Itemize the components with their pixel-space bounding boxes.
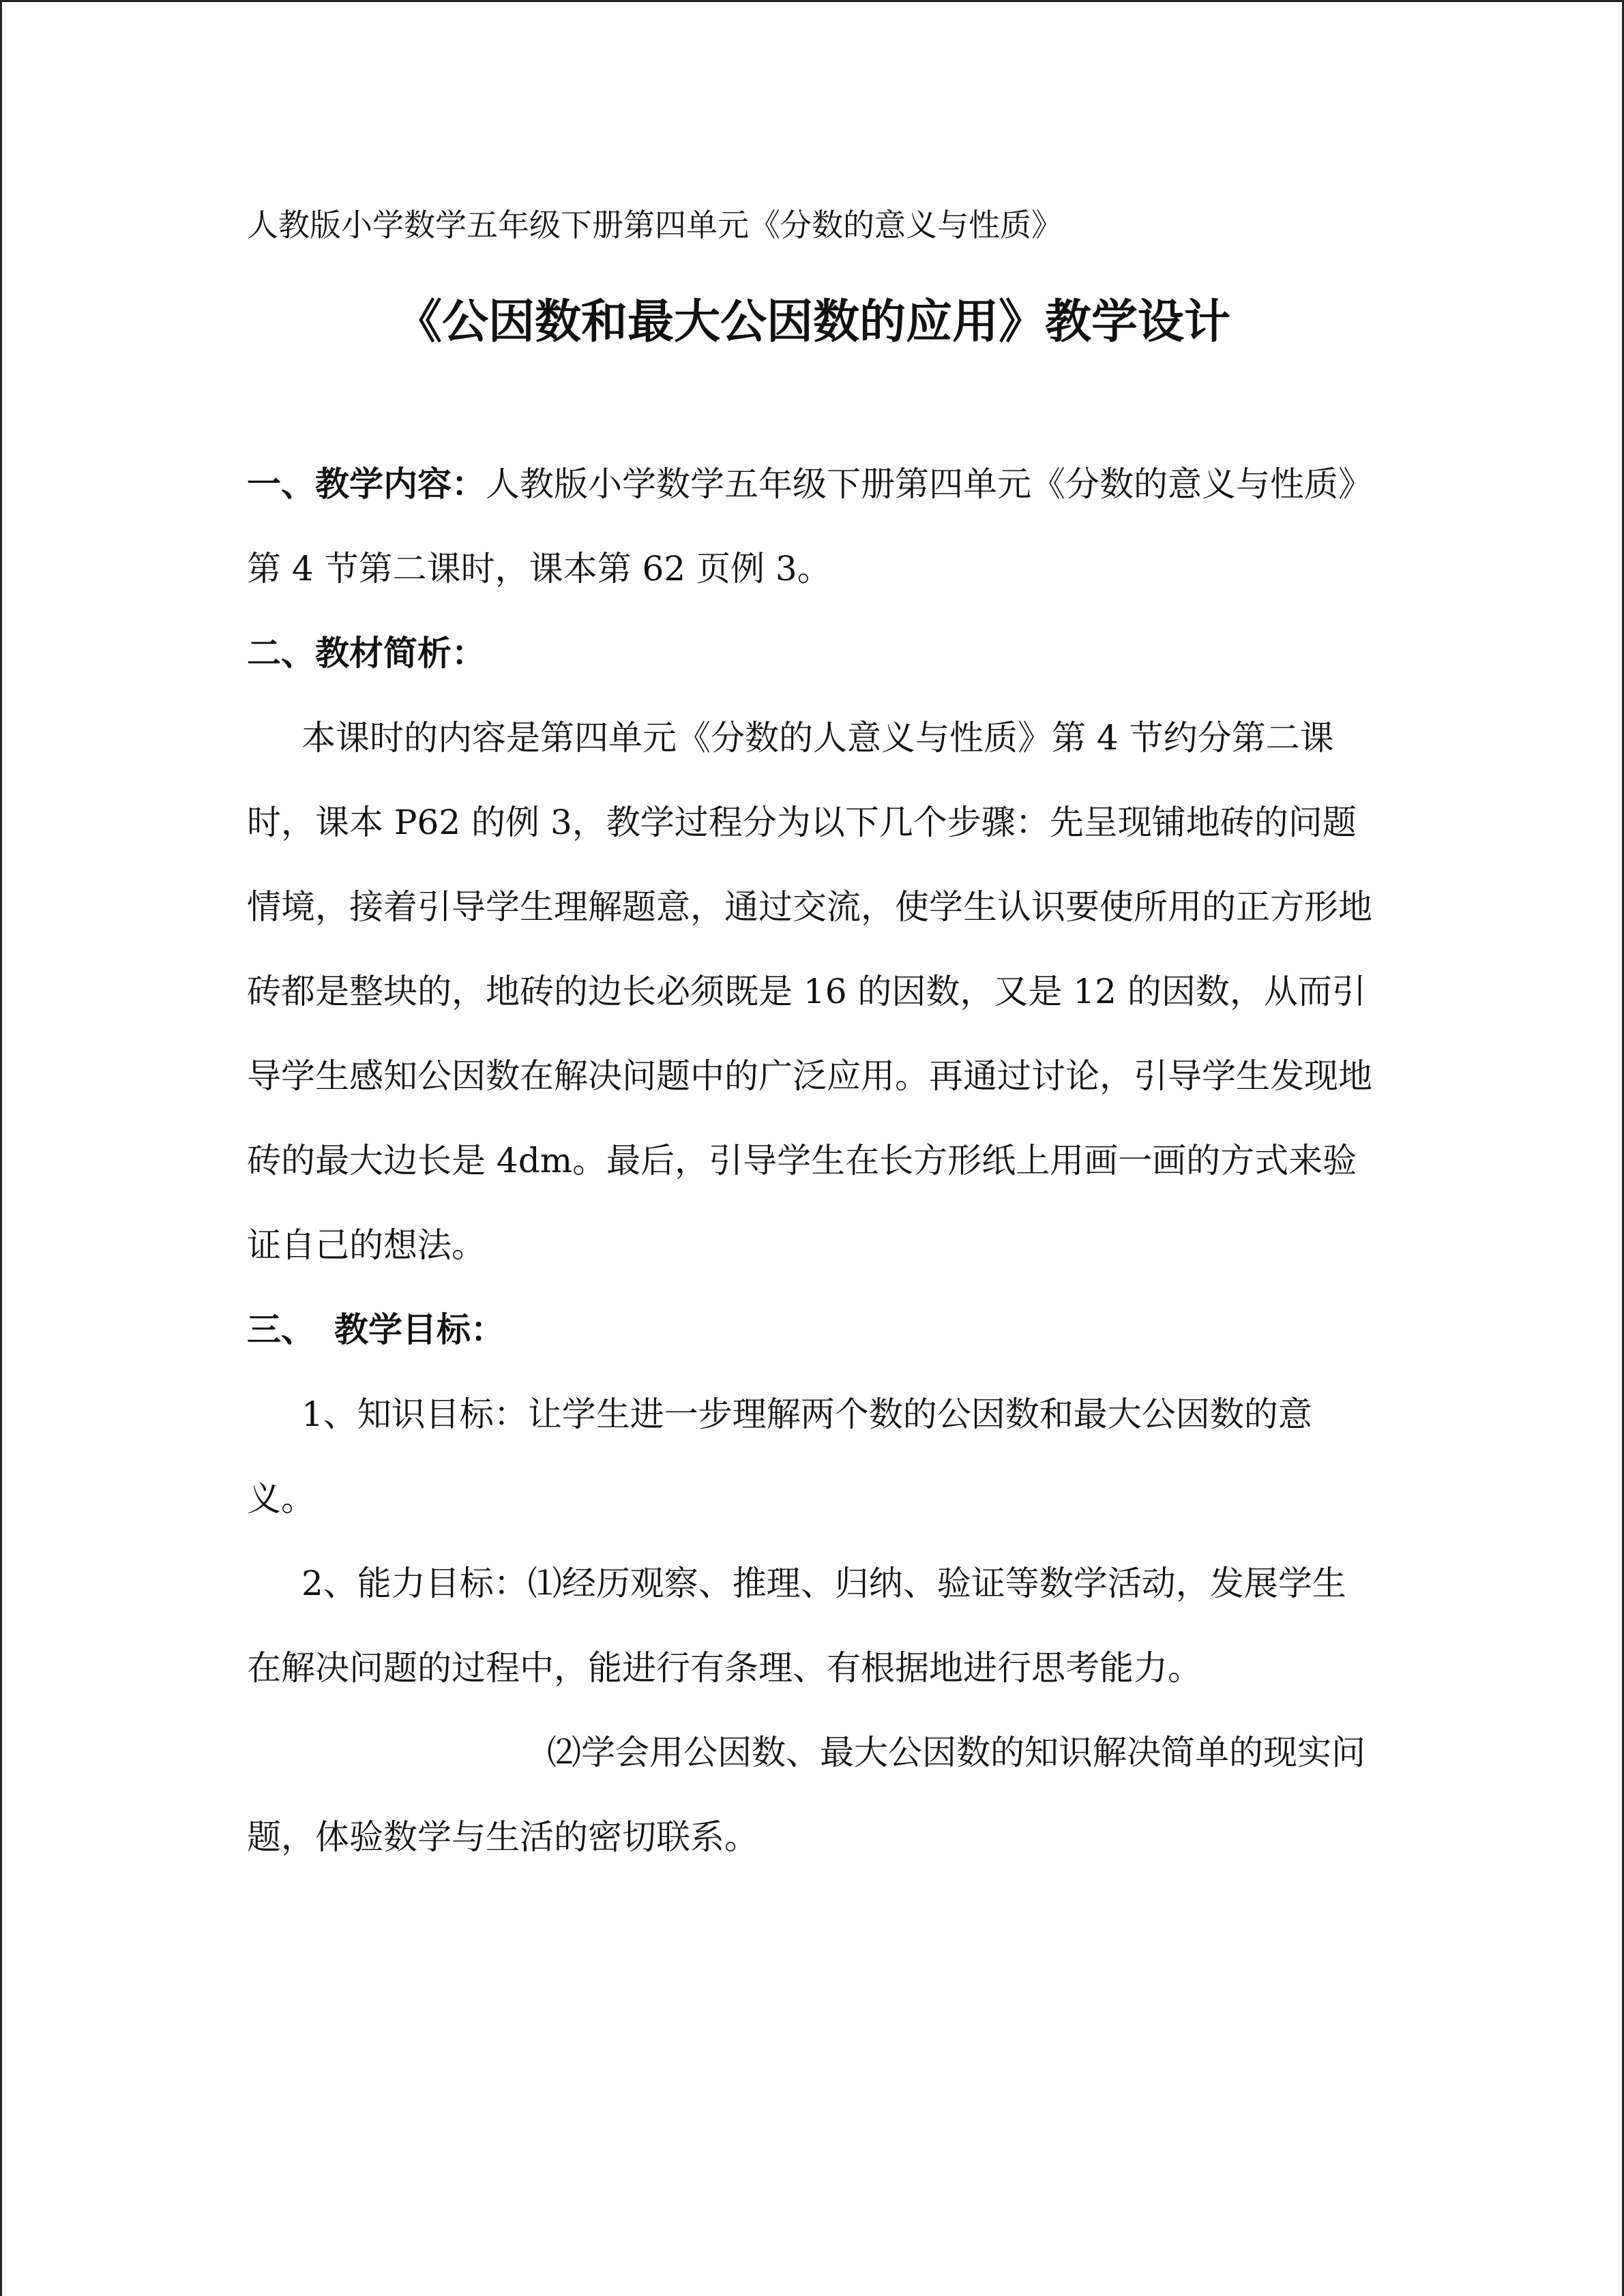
document-body: [247, 184, 1379, 1879]
section-heading-goals-line: [247, 1287, 1379, 1372]
section-heading-analysis-line: [247, 611, 1379, 696]
section-teaching-content: [247, 442, 1379, 611]
document-title: 《公因数和最大公因数的应用》教学设计: [395, 295, 1230, 349]
section-heading-goals: 教学目标：: [334, 1310, 505, 1350]
section-heading-content: 一、教学内容：: [247, 464, 486, 504]
goal-ability-2: ⑵学会用公因数、最大公因数的知识解决简单的现实问题，体验数学与生活的密切联系。: [247, 1733, 1365, 1857]
section-text-content: 人教版小学数学五年级下册第四单元《分数的意义与性质》第 4 节第二课时，课本第 62 页例 3。: [247, 464, 1372, 588]
title-spacer: [247, 360, 1379, 442]
goal-knowledge: 1、知识目标：让学生进一步理解两个数的公因数和最大公因数的意义。: [247, 1395, 1312, 1519]
document-subtitle: 人教版小学数学五年级下册第四单元《分数的意义与性质》: [247, 207, 1063, 243]
section-heading-analysis: 二、教材简析：: [247, 633, 486, 673]
section-heading-goals-number: 三、: [247, 1310, 315, 1350]
goal-ability-1: 2、能力目标：⑴经历观察、推理、归纳、验证等数学活动，发展学生在解决问题的过程中，能进行有条理、有根据地进行思考能力。: [247, 1564, 1346, 1688]
section-text-analysis: 本课时的内容是第四单元《分数的人意义与性质》第 4 节约分第二课时，课本 P62 的例 3，教学过程分为以下几个步骤：先呈现铺地砖的问题情境，接着引导学生理解题意，通过交流，使学生认识要使所用的正方形地砖都是整块的，地砖的边长必须既是 16 的因数，又是 12 的因数，从而引导学生感知公因数在解决问题中的广泛应用。再通过讨论，引导学生发现地砖的最大边长是 4dm。最后，引导学生在长方形纸上用画一画的方式来验证自己的想法。: [247, 718, 1372, 1265]
